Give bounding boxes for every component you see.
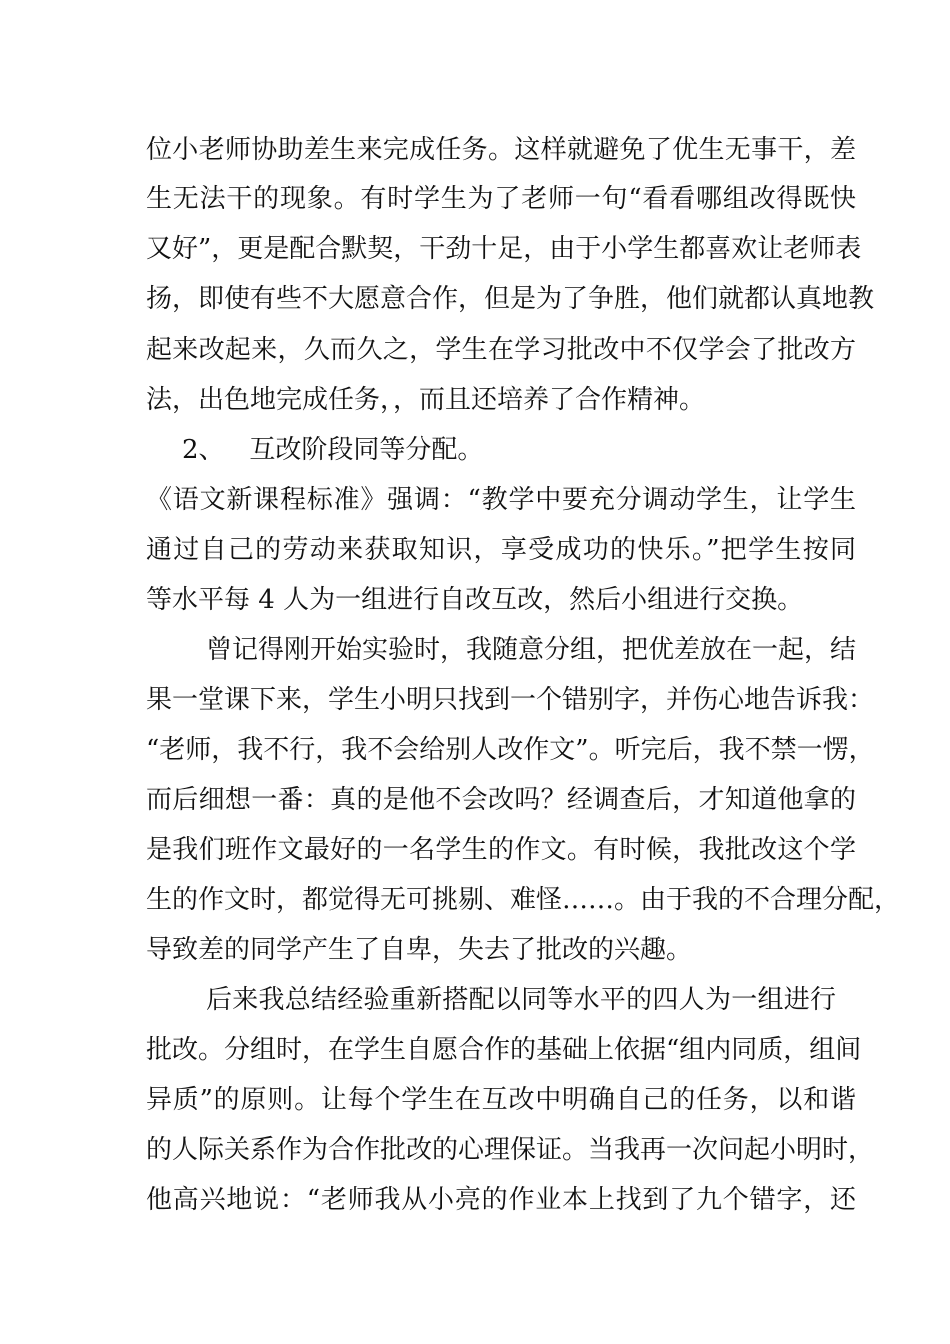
text-line: 导致差的同学产生了自卑，失去了批改的兴趣。 xyxy=(146,935,693,965)
text-line: 批改。分组时，在学生自愿合作的基础上依据“组内同质，组间 xyxy=(146,1035,862,1065)
section-heading: 2、 互改阶段同等分配。 xyxy=(182,435,484,465)
text-line: 扬，即使有些不大愿意合作，但是为了争胜，他们就都认真地教 xyxy=(146,284,875,314)
text-line: 通过自己的劳动来获取知识，享受成功的快乐。”把学生按同 xyxy=(146,535,856,565)
text-line: 《语文新课程标准》强调：“教学中要充分调动学生，让学生 xyxy=(146,485,856,515)
text-line: 后来我总结经验重新搭配以同等水平的四人为一组进行 xyxy=(206,985,836,1015)
text-line: 又好”，更是配合默契，干劲十足，由于小学生都喜欢让老师表 xyxy=(146,234,862,264)
text-line: 位小老师协助差生来完成任务。这样就避免了优生无事干，差 xyxy=(146,135,856,165)
text-line: 是我们班作文最好的一名学生的作文。有时候，我批改这个学 xyxy=(146,835,856,865)
text-line: “老师，我不行，我不会给别人改作文”。听完后，我不禁一愣， xyxy=(146,735,875,765)
text-line: 果一堂课下来，学生小明只找到一个错别字，并伤心地告诉我： xyxy=(146,685,875,715)
text-line: 他高兴地说：“老师我从小亮的作业本上找到了九个错字，还 xyxy=(146,1185,856,1215)
text-line: 曾记得刚开始实验时，我随意分组，把优差放在一起，结 xyxy=(206,635,857,665)
text-line: 而后细想一番：真的是他不会改吗？经调查后，才知道他拿的 xyxy=(146,785,856,815)
text-line: 的人际关系作为合作批改的心理保证。当我再一次问起小明时， xyxy=(146,1135,875,1165)
text-line: 生的作文时，都觉得无可挑剔、难怪……。由于我的不合理分配， xyxy=(146,885,901,915)
text-line: 法，出色地完成任务，，而且还培养了合作精神。 xyxy=(146,385,706,415)
text-line: 生无法干的现象。有时学生为了老师一句“看看哪组改得既快 xyxy=(146,184,856,214)
text-line: 异质”的原则。让每个学生在互改中明确自己的任务，以和谐 xyxy=(146,1085,856,1115)
text-line: 起来改起来，久而久之，学生在学习批改中不仅学会了批改方 xyxy=(146,335,856,365)
text-line: 等水平每 4 人为一组进行自改互改，然后小组进行交换。 xyxy=(146,585,804,615)
